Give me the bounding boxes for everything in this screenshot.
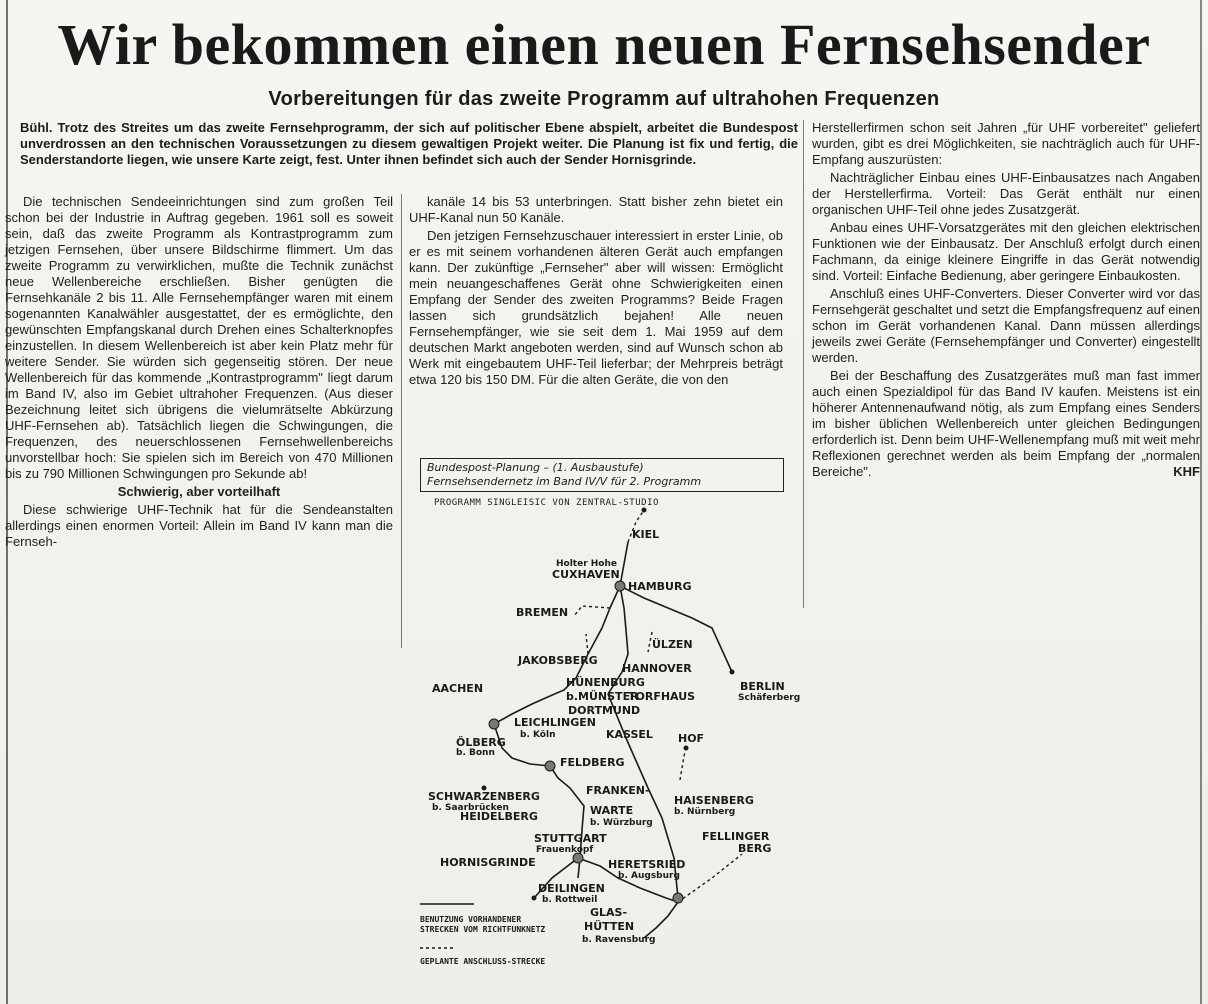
route-south	[644, 902, 678, 938]
paragraph: Die technischen Sendeeinrichtungen sind zum großen Teil schon bei der Industrie in Auftrag gegeben. 1961 soll es soweit sein, daß das zweite Programm als Kontrastprogramm zum jetzigen Fernsehen, über unsere Bildschirme flimmert. Um das zweite Programm zu verwirklichen, mußte die Technik zunächst neue Wellenbereiche erschließen. Bisher genügten die Fernsehkanäle 2 bis 11. Alle Fernsehempfänger waren mit einem sogenannten Kanalwähler ausgestattet, der es ermöglichte, den gewünschten Empfangskanal durch Drehen eines Schalterknopfes einzustellen. In diesem Wellenbereich ist aber kein Platz mehr für weitere Sender. Sie würden sich gegenseitig stören. Der neue Wellenbereich für das kommende „Kontrastprogramm" liegt darum im Band IV, also im Gebiet ultrahoher Frequenzen. (Aus dieser Bezeichnung leitet sich übrigens die vielumrätselte Abkürzung UHF-Fernsehen ab). Tatsächlich liegen die Schwingungen, die Frequenzen, des neuerschlossenen Fernsehwellenbereichs unvorstellbar hoch: Sie spielen sich im Bereich von 470 Millionen bis zu 790 Millionen Schwingungen pro Sekunde ab!	[5, 194, 393, 481]
map-label-huenenburg: HÜNENBURG	[566, 676, 645, 689]
map-label-nuernberg: b. Nürnberg	[674, 807, 736, 817]
site-hof	[684, 746, 688, 750]
map-label-huetten: HÜTTEN	[584, 920, 635, 933]
site-kiel	[642, 508, 646, 512]
map-label-ravensburg: b. Ravensburg	[582, 935, 656, 945]
map-drawing	[412, 458, 801, 978]
paragraph: Herstellerfirmen schon seit Jahren „für UHF vorbereitet" geliefert wurden, gibt es drei Möglichkeiten, sie nachträglich auch für UHF-Empfang auszurüsten:	[812, 120, 1200, 167]
page-edge-right	[1200, 0, 1202, 1004]
map-label-hof: HOF	[678, 732, 705, 745]
map-label-leichlingen: LEICHLINGEN	[514, 716, 596, 729]
paragraph: Den jetzigen Fernsehzuschauer interessiert in erster Linie, ob er es mit seinem vorhandenen älteren Gerät auch empfangen kann. Der zukünftige „Fernseher" aber will wissen: Ermöglicht mein neuangeschaffenes Gerät ohne Schwierigkeiten einen Empfang der Sender des zweiten Programms? Beide Fragen lassen sich grundsätzlich bejahen! Alle neuen Fernsehempfänger, wie sie seit dem 1. Mai 1959 auf dem deutschen Markt angeboten werden, sind auf Wunsch schon ab Werk mit eingebautem UHF-Teil lieferbar; der Mehrpreis beträgt etwa 120 bis 150 DM. Für die alten Geräte, die von den	[409, 228, 783, 387]
map-label-schwarzenberg: SCHWARZENBERG	[428, 790, 540, 803]
map-label-stuttgart: STUTTGART	[534, 832, 607, 845]
map-label-hamburg: HAMBURG	[628, 580, 692, 593]
map-label-torfhaus: TORFHAUS	[628, 690, 696, 703]
subheading: Schwierig, aber vorteilhaft	[117, 484, 281, 499]
map-label-augsburg: b. Augsburg	[618, 871, 680, 881]
paragraph: Anbau eines UHF-Vorsatzgerätes mit den gleichen elektrischen Funktionen wie der Einbausatz. Der Anschluß erfolgt durch einen Fachmann, da einige kleinere Eingriffe in das Gerät notwendig sind. Vorteil: Einfache Bedienung, aber geringere Einbaukosten.	[812, 220, 1200, 283]
map-label-saarbruecken: b. Saarbrücken	[432, 803, 509, 813]
planned-hof	[680, 748, 686, 780]
site-berlin	[730, 670, 734, 674]
legend-planned: GEPLANTE ANSCHLUSS-STRECKE	[420, 957, 546, 966]
map-label-heidelberg: HEIDELBERG	[460, 810, 538, 823]
column-2	[409, 194, 783, 390]
column-rule-2	[803, 120, 804, 608]
map-label-deilingen: DEILINGEN	[538, 882, 605, 895]
paragraph: Diese schwierige UHF-Technik hat für die Sendeanstalten allerdings einen enormen Vorteil: Allein im Band IV kann man die Fernseh-	[5, 502, 393, 549]
legend-existing-2: STRECKEN VOM RICHTFUNKNETZ	[420, 925, 546, 934]
map-label-wuerzburg: b. Würzburg	[590, 818, 653, 828]
map-label-franken: FRANKEN-	[586, 784, 650, 797]
planned-bremen	[574, 606, 610, 616]
site-hamburg	[615, 581, 625, 591]
map-title-line-1: Bundespost-Planung – (1. Ausbaustufe)	[427, 461, 644, 474]
map-label-schaeferberg: Schäferberg	[738, 693, 801, 703]
column-1	[5, 194, 393, 552]
map-label-rottweil: b. Rottweil	[542, 895, 598, 905]
map-label-jakobsberg: JAKOBSBERG	[518, 654, 598, 667]
subheadline: Vorbereitungen für das zweite Programm auf ultrahohen Frequenzen	[268, 88, 940, 110]
map-label-berlin: BERLIN	[740, 680, 785, 693]
map-title-line-2: Fernsehsendernetz im Band IV/V für 2. Programm	[427, 475, 702, 488]
planned-fellinger	[678, 854, 742, 902]
map-label-hertsried: HERETSRIED	[608, 858, 686, 871]
map-label-warte: WARTE	[590, 804, 634, 817]
site-heretsried	[673, 893, 683, 903]
map-label-hannover: HANNOVER	[622, 662, 692, 675]
planned-cuxhaven	[586, 634, 588, 654]
site-leichlingen	[489, 719, 499, 729]
map-label-fellinger: FELLINGER	[702, 830, 770, 843]
map-label-cuxhaven: CUXHAVEN	[552, 568, 620, 581]
paragraph	[812, 368, 1200, 480]
author-initials: KHF	[1173, 464, 1200, 479]
map-label-olberg: ÖLBERG	[456, 736, 506, 749]
paragraph: Anschluß eines UHF-Converters. Dieser Converter wird vor das Fernsehgerät geschaltet und setzt die Empfangsfrequenz auf einen schon im Gerät vorhandenen Kanal. Dann müssen allerdings jeweils zwei Geräte (Fernsehempfänger und Converter) eingestellt werden.	[812, 286, 1200, 365]
transmitter-map	[412, 458, 801, 978]
map-label-aachen: AACHEN	[432, 682, 484, 695]
map-label-kassel: KASSEL	[606, 728, 653, 741]
map-label-kiel: KIEL	[632, 528, 660, 541]
map-label-bremen: BREMEN	[516, 606, 569, 619]
map-label-muenster: b.MÜNSTER	[566, 690, 639, 703]
map-label-haisenberg: HAISENBERG	[674, 794, 754, 807]
route-hamburg-berlin	[620, 586, 732, 672]
map-label-bonn: b. Bonn	[456, 748, 495, 758]
map-label-dortmund: DORTMUND	[568, 704, 641, 717]
column-3	[812, 120, 1200, 482]
site-hornisgrinde	[532, 896, 536, 900]
map-label-uelzen: ÜLZEN	[652, 638, 693, 651]
paragraph: Nachträglicher Einbau eines UHF-Einbausatzes nach Angaben der Herstellerfirma. Vorteil: Das Gerät enthält nur einen organischen UHF-Teil ohne jedes Zusatzgerät.	[812, 170, 1200, 217]
map-label-feldberg: FELDBERG	[560, 756, 625, 769]
headline: Wir bekommen einen neuen Fernsehsender	[57, 12, 1151, 77]
map-label-koeln: b. Köln	[520, 730, 556, 740]
paragraph: kanäle 14 bis 53 unterbringen. Statt bisher zehn bietet ein UHF-Kanal nun 50 Kanäle.	[409, 194, 783, 225]
map-label-holterhohe: Holter Hohe	[556, 559, 618, 569]
map-label-hornisgrinde: HORNISGRINDE	[440, 856, 536, 869]
map-subtitle: PROGRAMM SINGLEISIC VON ZENTRAL-STUDIO	[434, 498, 659, 508]
site-feldberg	[545, 761, 555, 771]
column-rule-1	[401, 194, 402, 648]
map-label-frauenkopf: Frauenkopf	[536, 845, 594, 855]
map-label-glas: GLAS-	[590, 906, 628, 919]
lead-paragraph: Bühl. Trotz des Streites um das zweite Fernsehprogramm, der sich auf politischer Ebene abspielt, arbeitet die Bundespost unverdrossen an den technischen Voraussetzungen zu diesem gewaltigen Projekt weiter. Die Planung ist fix und fertig, die Senderstandorte liegen, wie unsere Karte zeigt, fest. Unter ihnen befindet sich auch der Sender Hornisgrinde.	[20, 120, 798, 167]
paragraph-text: Bei der Beschaffung des Zusatzgerätes muß man fast immer auch einen Spezialdipol für das Band IV kaufen. Meistens ist ein höherer Antennenaufwand nötig, als zum Empfang eines Senders im bisher üblichen Wellenbereich unter gleichen Bedingungen erforderlich ist. Denn beim UHF-Wellenempfang muß mit weit mehr Reflexionen gerechnet werden als beim Empfang der „normalen Bereiche".	[812, 368, 1200, 479]
map-label-berg: BERG	[738, 842, 772, 855]
legend-existing-1: BENUTZUNG VORHANDENER	[420, 915, 522, 924]
